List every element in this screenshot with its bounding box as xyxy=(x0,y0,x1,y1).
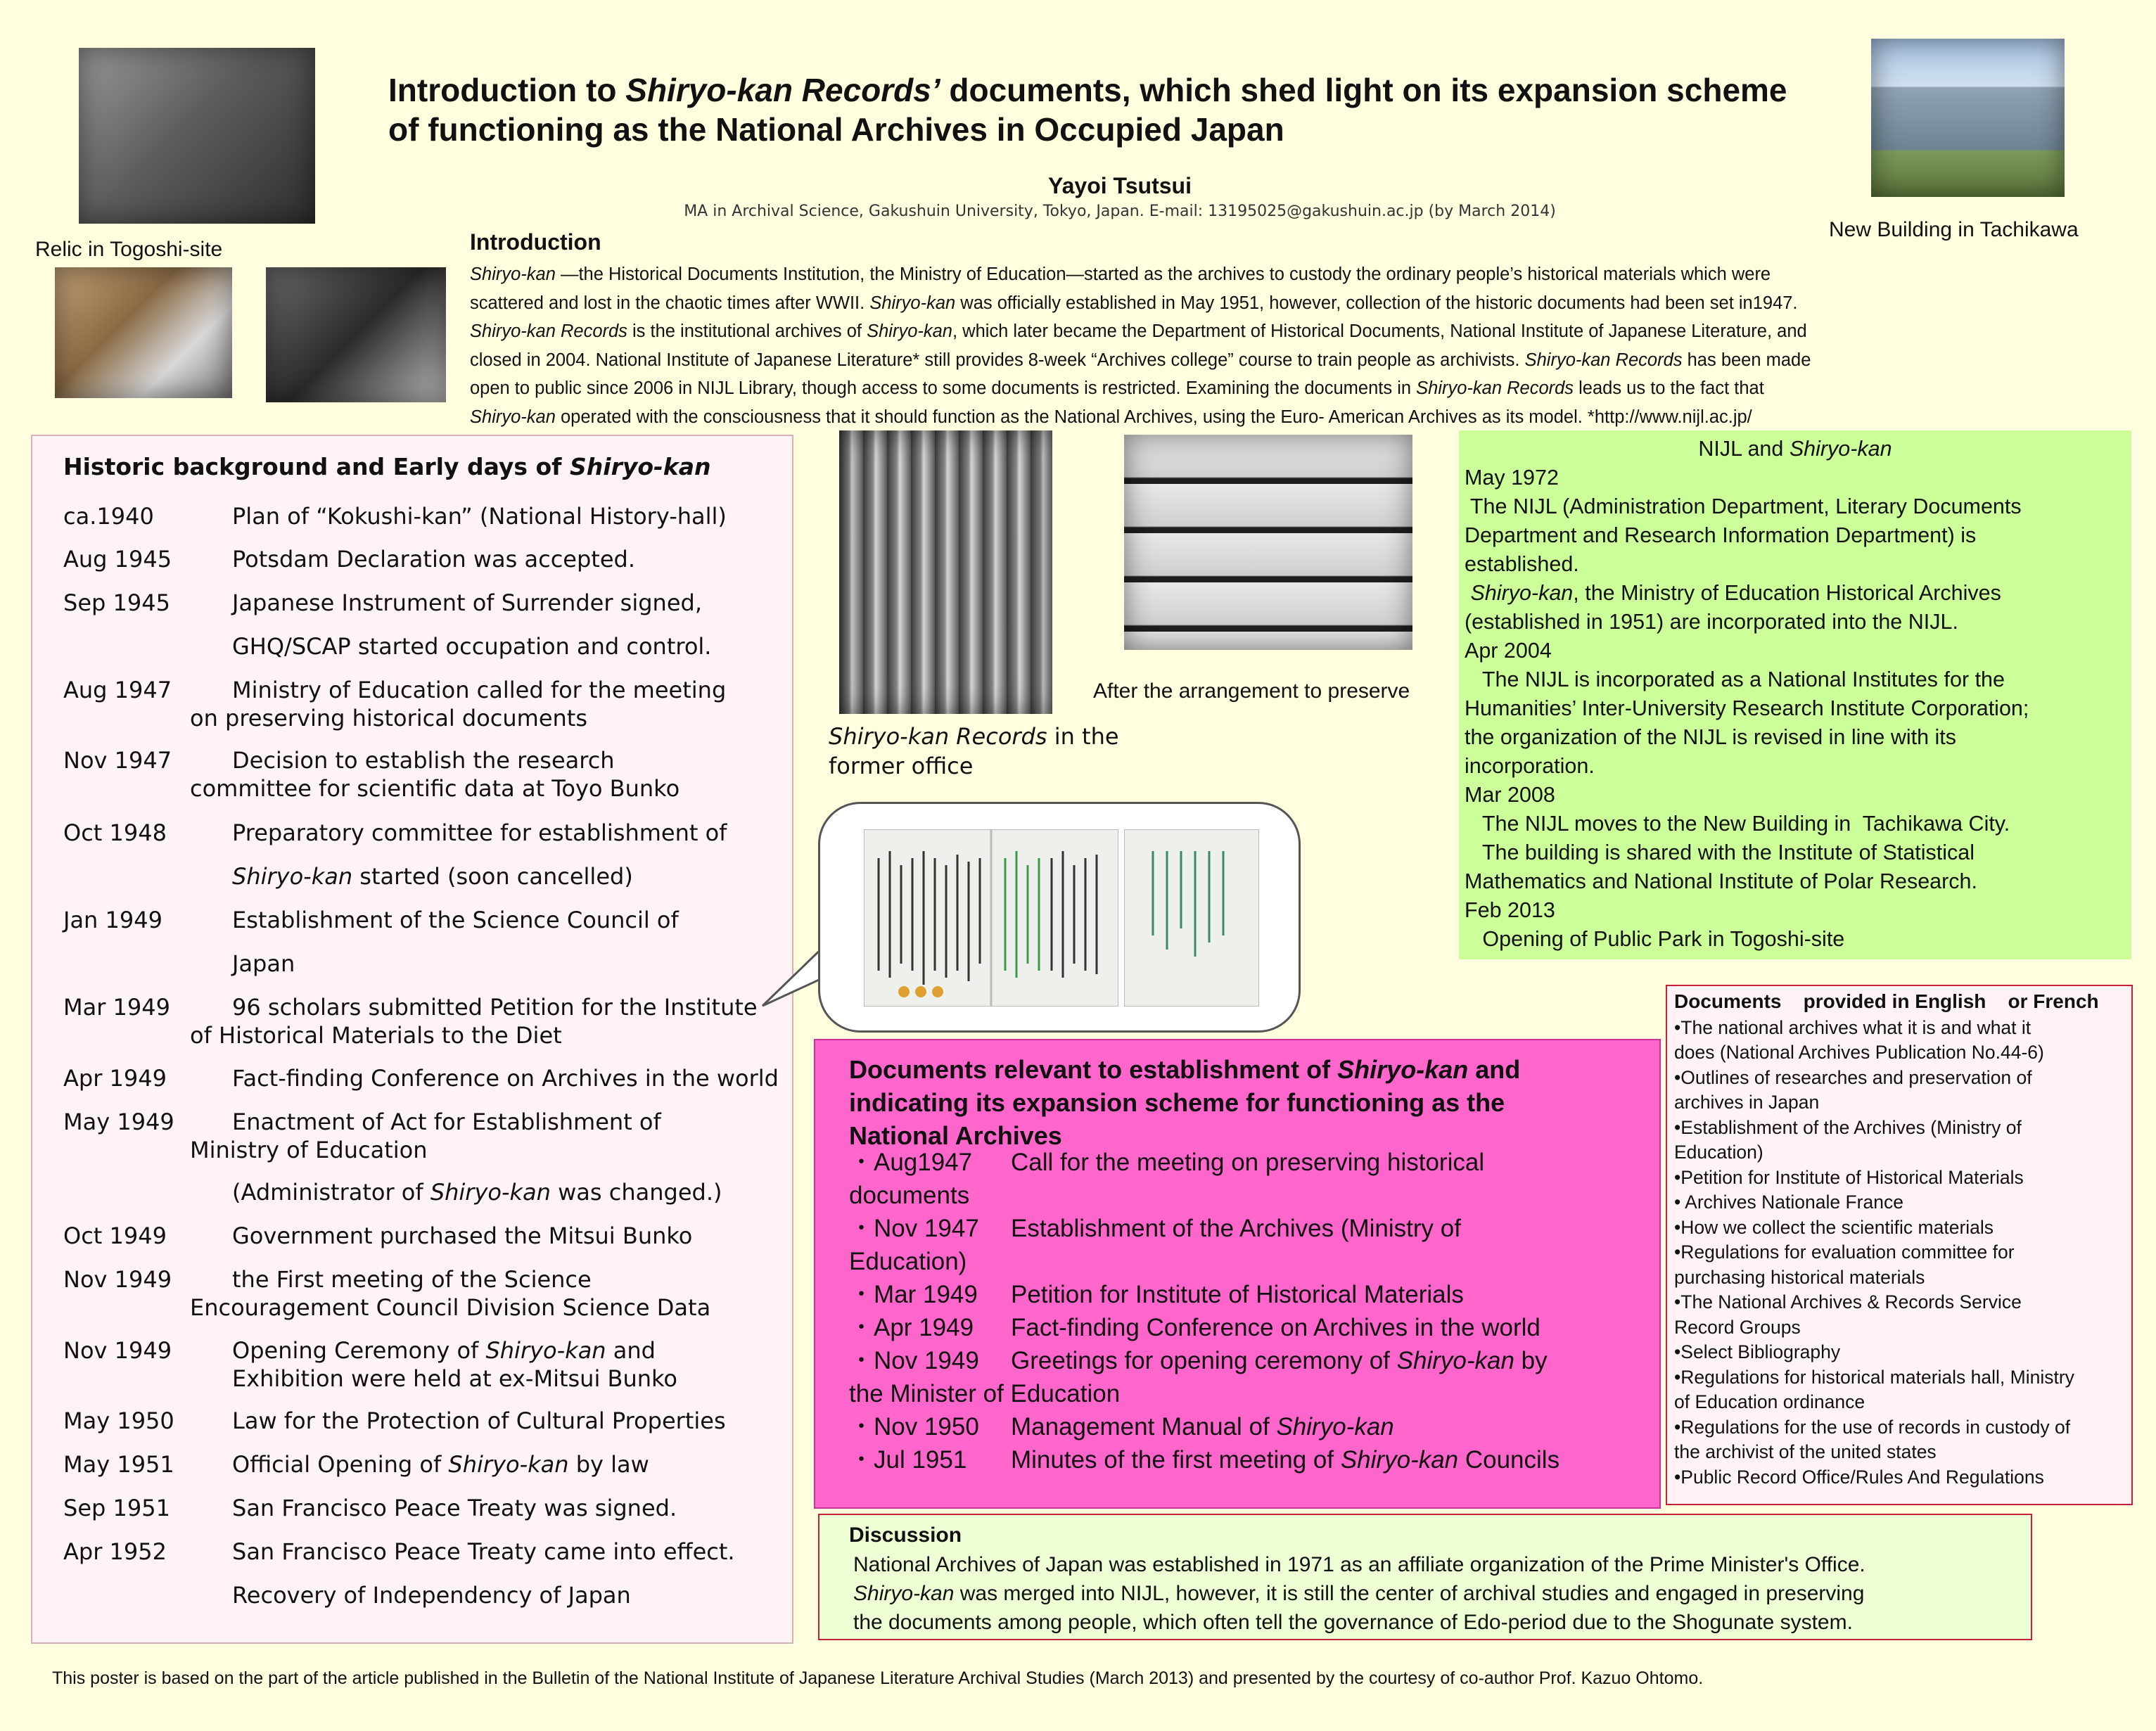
new-building-photo xyxy=(1871,39,2065,197)
document-bubble xyxy=(818,802,1301,1033)
intro-line xyxy=(470,260,2116,289)
english-doc-item: of Education ordinance xyxy=(1674,1391,1865,1412)
intro-line-segment: Shiryo-kan xyxy=(867,321,952,341)
history-text: Official Opening of xyxy=(232,1451,449,1478)
history-row xyxy=(63,950,781,978)
history-date: Sep 1951 xyxy=(63,1495,170,1521)
english-doc-item: •Outlines of researches and preservation of xyxy=(1674,1066,2032,1088)
history-text-cont: on preserving historical documents xyxy=(190,705,587,732)
english-docs-heading: Documents provided in English or French xyxy=(1674,990,2099,1012)
english-doc-item: •How we collect the scientific materials xyxy=(1674,1216,1994,1238)
history-date: Apr 1949 xyxy=(63,1065,167,1092)
history-row xyxy=(63,862,781,890)
nijl-line-segment: The NIJL moves to the New Building in Tachikawa City. xyxy=(1465,812,2010,836)
history-text: San Francisco Peace Treaty was signed. xyxy=(232,1495,677,1521)
history-text-cont: Encouragement Council Division Science Data xyxy=(190,1294,711,1321)
documents-list xyxy=(849,1146,1651,1476)
history-text: (Administrator of xyxy=(232,1179,430,1206)
new-building-caption: New Building in Tachikawa xyxy=(1829,218,2079,241)
history-date: May 1949 xyxy=(63,1109,174,1135)
intro-line-segment: has been made xyxy=(1682,350,1811,370)
english-docs-box xyxy=(1666,985,2133,1505)
open-document-image xyxy=(864,829,1118,1007)
history-text: 96 scholars submitted Petition for the Institute xyxy=(232,994,758,1021)
history-text: Fact-finding Conference on Archives in the world xyxy=(232,1065,779,1092)
documents-row xyxy=(849,1344,1651,1410)
nijl-line xyxy=(1465,925,2131,954)
history-text-after: by law xyxy=(568,1451,649,1478)
english-doc-item: •The National Archives & Records Service xyxy=(1674,1291,2022,1312)
nijl-title-italic: Shiryo-kan xyxy=(1789,437,1892,461)
history-date: Apr 1952 xyxy=(63,1538,167,1565)
former-office-caption xyxy=(829,722,1152,781)
former-office-caption-line2: former office xyxy=(829,753,974,779)
history-text: Opening Ceremony of xyxy=(232,1337,486,1364)
history-text-after: started (soon cancelled) xyxy=(352,863,633,890)
nijl-line-segment: Opening of Public Park in Togoshi-site xyxy=(1465,927,1845,951)
single-document-image xyxy=(1124,829,1259,1007)
english-doc-item: •Regulations for historical materials hall, Ministry xyxy=(1674,1366,2074,1388)
history-date: Oct 1948 xyxy=(63,819,167,846)
history-title-text: Historic background and Early days of xyxy=(63,453,570,480)
history-text: Government purchased the Mitsui Bunko xyxy=(232,1222,693,1249)
history-date: Nov 1947 xyxy=(63,747,172,774)
intro-line xyxy=(470,403,2116,432)
history-date: Aug 1945 xyxy=(63,546,172,573)
discussion-line-segment: Shiryo-kan xyxy=(853,1582,955,1605)
documents-text-after: by xyxy=(1514,1347,1548,1374)
documents-date: ・Nov 1947 xyxy=(849,1215,979,1242)
nijl-line xyxy=(1465,694,2131,723)
history-row xyxy=(63,1064,781,1092)
history-text: San Francisco Peace Treaty came into effect. xyxy=(232,1538,735,1565)
documents-text-cont: Education) xyxy=(849,1248,967,1275)
history-row xyxy=(63,589,781,617)
history-text: Recovery of Independency of Japan xyxy=(232,1582,631,1609)
history-box xyxy=(31,435,793,1644)
documents-date: ・Nov 1949 xyxy=(849,1347,979,1374)
nijl-line-segment: (established in 1951) are incorporated into the NIJL. xyxy=(1465,610,1958,634)
english-doc-item: does (National Archives Publication No.44-6) xyxy=(1674,1042,2044,1063)
english-doc-item: the archivist of the united states xyxy=(1674,1441,1937,1462)
history-row xyxy=(63,1108,781,1164)
history-row xyxy=(63,1450,781,1478)
nijl-line-segment: , the Ministry of Education Historical Archives xyxy=(1573,581,2001,605)
nijl-line-segment: Mathematics and National Institute of Polar Research. xyxy=(1465,869,1977,893)
documents-row xyxy=(849,1443,1651,1476)
history-row xyxy=(63,993,781,1049)
history-text-italic: Shiryo-kan xyxy=(485,1337,606,1364)
history-text: Law for the Protection of Cultural Properties xyxy=(232,1407,726,1434)
history-row xyxy=(63,632,781,660)
documents-text: Greetings for opening ceremony of xyxy=(1011,1347,1397,1374)
nijl-line xyxy=(1465,723,2131,752)
nijl-line-segment: incorporation. xyxy=(1465,754,1595,778)
nijl-line-segment: Feb 2013 xyxy=(1465,898,1555,922)
english-doc-item: •Regulations for the use of records in custody of xyxy=(1674,1416,2071,1438)
intro-line-segment: Shiryo-kan Records xyxy=(470,321,627,341)
history-row xyxy=(63,1222,781,1250)
documents-heading-line3: National Archives xyxy=(849,1121,1062,1150)
arranged-caption: After the arrangement to preserve xyxy=(1093,679,1410,703)
nijl-line-segment: The NIJL (Administration Department, Literary Documents xyxy=(1465,494,2022,518)
history-text-cont: committee for scientific data at Toyo Bunko xyxy=(190,775,680,802)
documents-heading-after: and xyxy=(1468,1055,1521,1084)
history-row xyxy=(63,1494,781,1522)
documents-row xyxy=(849,1410,1651,1443)
title-part1: Introduction to xyxy=(388,72,626,108)
documents-heading-italic: Shiryo-kan xyxy=(1337,1055,1469,1084)
history-row xyxy=(63,1336,781,1393)
former-office-photo xyxy=(839,430,1052,714)
history-date: Nov 1949 xyxy=(63,1266,172,1293)
documents-text: Call for the meeting on preserving historical xyxy=(1011,1149,1485,1176)
nijl-line xyxy=(1465,579,2131,608)
title-italic: Shiryo-kan Records’ xyxy=(625,72,940,108)
discussion-line-segment: the documents among people, which often tell the governance of Edo-period due to the Shogunate system. xyxy=(853,1611,1853,1634)
english-doc-item: •Petition for Institute of Historical Materials xyxy=(1674,1166,2024,1188)
english-doc-item: •Establishment of the Archives (Ministry of xyxy=(1674,1116,2022,1138)
history-date: ca.1940 xyxy=(63,503,154,530)
arranged-shelves-photo xyxy=(1124,435,1412,650)
history-text: Establishment of the Science Council of xyxy=(232,907,679,933)
nijl-line-segment: Apr 2004 xyxy=(1465,639,1552,663)
togoshi-storage-photo xyxy=(55,267,232,398)
english-doc-item: purchasing historical materials xyxy=(1674,1266,1925,1288)
documents-text-cont: the Minister of Education xyxy=(849,1380,1121,1407)
english-doc-item: Record Groups xyxy=(1674,1316,1801,1338)
relic-photo xyxy=(79,48,315,224)
history-text-cont: Exhibition were held at ex-Mitsui Bunko xyxy=(232,1365,677,1392)
nijl-line xyxy=(1465,810,2131,838)
english-doc-item: • Archives Nationale France xyxy=(1674,1192,1903,1213)
nijl-line xyxy=(1465,637,2131,665)
nijl-title-text: NIJL and xyxy=(1698,437,1790,461)
discussion-line xyxy=(853,1608,2021,1637)
history-row xyxy=(63,1178,781,1206)
nijl-line xyxy=(1465,550,2131,579)
documents-row xyxy=(849,1278,1651,1311)
documents-text-italic: Shiryo-kan xyxy=(1340,1446,1459,1474)
english-doc-item: archives in Japan xyxy=(1674,1092,1820,1113)
nijl-line-segment: established. xyxy=(1465,552,1579,576)
nijl-line-segment: The NIJL is incorporated as a National Institutes for the xyxy=(1465,668,2005,691)
author-affiliation: MA in Archival Science, Gakushuin University, Tokyo, Japan. E-mail: 13195025@gakushuin.ac.jp (by March 2014) xyxy=(684,203,1556,220)
history-text: Japanese Instrument of Surrender signed, xyxy=(232,589,702,616)
history-text: the First meeting of the Science xyxy=(232,1266,592,1293)
intro-line xyxy=(470,374,2116,403)
documents-row xyxy=(849,1212,1651,1278)
nijl-line-segment: Shiryo-kan xyxy=(1470,581,1574,605)
history-text: Enactment of Act for Establishment of xyxy=(232,1109,661,1135)
intro-line-segment: closed in 2004. National Institute of Japanese Literature* still provides 8-week “Archives college” course to train people as archivists. xyxy=(470,350,1525,370)
relic-caption: Relic in Togoshi-site xyxy=(35,238,223,261)
intro-line-segment: , which later became the Department of Historical Documents, National Institute of Japanese Literature, and xyxy=(952,321,1807,341)
intro-line-segment: scattered and lost in the chaotic times after WWII. xyxy=(470,293,870,313)
poster-footer: This poster is based on the part of the article published in the Bulletin of the National Institute of Japanese Literature Archival Studies (March 2013) and presented by the courtesy of co-author Prof. Kazuo Ohtomo. xyxy=(52,1668,1704,1688)
intro-line-segment: is the institutional archives of xyxy=(627,321,867,341)
documents-date: ・Aug1947 xyxy=(849,1149,973,1176)
intro-line xyxy=(470,317,2116,346)
documents-date: ・Nov 1950 xyxy=(849,1413,979,1441)
intro-line-segment: Shiryo-kan xyxy=(470,407,556,427)
nijl-line xyxy=(1465,665,2131,694)
nijl-line xyxy=(1465,608,2131,637)
nijl-line xyxy=(1465,838,2131,867)
title-part2: documents, which shed light on its expansion scheme xyxy=(940,72,1787,108)
history-text-italic: Shiryo-kan xyxy=(430,1179,551,1206)
history-row xyxy=(63,1538,781,1566)
history-row xyxy=(63,746,781,803)
nijl-lines xyxy=(1459,464,2131,954)
history-text: Decision to establish the research xyxy=(232,747,615,774)
history-text: Plan of “Kokushi-kan” (National History-hall) xyxy=(232,503,727,530)
history-date: Oct 1949 xyxy=(63,1222,167,1249)
history-text: Potsdam Declaration was accepted. xyxy=(232,546,636,573)
history-text: GHQ/SCAP started occupation and control. xyxy=(232,633,712,660)
documents-text: Establishment of the Archives (Ministry of xyxy=(1011,1215,1461,1242)
history-row xyxy=(63,1265,781,1322)
intro-line xyxy=(470,346,2116,375)
history-text-cont: Ministry of Education xyxy=(190,1137,428,1163)
history-row xyxy=(63,1581,781,1609)
history-text: Japan xyxy=(232,950,295,977)
documents-text: Management Manual of xyxy=(1011,1413,1277,1441)
nijl-line-segment: Humanities’ Inter-University Research Institute Corporation; xyxy=(1465,696,2029,720)
nijl-box xyxy=(1459,430,2131,959)
intro-line-segment: operated with the consciousness that it should function as the National Archives, using the Euro- American Archives as its model. *http://www.nijl.ac.jp/ xyxy=(555,407,1752,427)
history-row xyxy=(63,819,781,847)
discussion-line xyxy=(853,1579,2021,1608)
documents-box xyxy=(814,1039,1661,1509)
intro-line xyxy=(470,289,2116,318)
nijl-line-segment: May 1972 xyxy=(1465,466,1559,490)
history-text-italic: Shiryo-kan xyxy=(232,863,353,890)
documents-row xyxy=(849,1311,1651,1344)
history-row xyxy=(63,502,781,530)
intro-line-segment: open to public since 2006 in NIJL Library, though access to some documents is restricted. Examining the documents in xyxy=(470,378,1417,398)
intro-line-segment: Shiryo-kan xyxy=(470,264,556,284)
history-date: Nov 1949 xyxy=(63,1337,172,1364)
nijl-line xyxy=(1465,896,2131,925)
documents-heading-line2: indicating its expansion scheme for functioning as the xyxy=(849,1088,1505,1117)
intro-heading: Introduction xyxy=(470,229,601,255)
documents-date: ・Mar 1949 xyxy=(849,1281,978,1308)
nijl-line-segment: the organization of the NIJL is revised in line with its xyxy=(1465,725,1957,749)
togoshi-stacks-photo xyxy=(266,267,446,402)
documents-text: Petition for Institute of Historical Materials xyxy=(1011,1281,1464,1308)
english-doc-item: Education) xyxy=(1674,1142,1763,1163)
nijl-line xyxy=(1465,752,2131,781)
discussion-box xyxy=(818,1514,2032,1640)
history-text-italic: Shiryo-kan xyxy=(448,1451,569,1478)
documents-heading-part: Documents relevant to establishment of xyxy=(849,1055,1338,1084)
documents-text-cont: documents xyxy=(849,1182,970,1209)
history-date: Aug 1947 xyxy=(63,677,172,703)
former-office-caption-rest: in the xyxy=(1047,723,1119,750)
former-office-caption-italic: Shiryo-kan Records xyxy=(829,723,1047,750)
discussion-line xyxy=(853,1550,2021,1579)
history-row xyxy=(63,545,781,573)
history-title-italic: Shiryo-kan xyxy=(570,453,711,480)
documents-row xyxy=(849,1146,1651,1212)
english-doc-item: •Regulations for evaluation committee for xyxy=(1674,1241,2015,1263)
nijl-line-segment: Department and Research Information Department) is xyxy=(1465,523,1977,547)
history-title xyxy=(63,453,710,480)
intro-line-segment: Shiryo-kan Records xyxy=(1416,378,1574,398)
title-line2: of functioning as the National Archives in Occupied Japan xyxy=(388,111,1284,148)
discussion-line-segment: National Archives of Japan was established in 1971 as an affiliate organization of the Prime Minister's Office. xyxy=(853,1553,1865,1576)
english-docs-list xyxy=(1667,1016,2131,1490)
poster-title xyxy=(388,70,1851,149)
history-date: May 1951 xyxy=(63,1451,174,1478)
documents-text-italic: Shiryo-kan xyxy=(1276,1413,1394,1441)
discussion-body xyxy=(853,1550,2021,1637)
intro-line-segment: leads us to the fact that xyxy=(1574,378,1764,398)
history-row xyxy=(63,676,781,732)
history-date: Jan 1949 xyxy=(63,907,162,933)
intro-line-segment: Shiryo-kan xyxy=(869,293,956,313)
nijl-line xyxy=(1465,464,2131,492)
history-text: Preparatory committee for establishment of xyxy=(232,819,727,846)
history-row xyxy=(63,906,781,934)
history-text: Ministry of Education called for the meeting xyxy=(232,677,727,703)
nijl-line-segment: The building is shared with the Institute of Statistical xyxy=(1465,841,1975,864)
history-text-cont: of Historical Materials to the Diet xyxy=(190,1022,562,1049)
history-text-after: was changed.) xyxy=(550,1179,722,1206)
nijl-title xyxy=(1459,430,2131,464)
english-doc-item: •Select Bibliography xyxy=(1674,1341,1841,1362)
history-date: Sep 1945 xyxy=(63,589,170,616)
documents-text-italic: Shiryo-kan xyxy=(1396,1347,1514,1374)
discussion-line-segment: was merged into NIJL, however, it is still the center of archival studies and engaged in preserving xyxy=(954,1582,1865,1605)
documents-date: ・Jul 1951 xyxy=(849,1446,967,1474)
documents-text-after: Councils xyxy=(1458,1446,1560,1474)
english-doc-item: •Public Record Office/Rules And Regulations xyxy=(1674,1466,2044,1488)
author-name: Yayoi Tsutsui xyxy=(1048,173,1192,198)
documents-text: Fact-finding Conference on Archives in the world xyxy=(1011,1314,1541,1341)
intro-body xyxy=(470,260,2116,431)
intro-line-segment: Shiryo-kan Records xyxy=(1524,350,1683,370)
nijl-line xyxy=(1465,867,2131,896)
documents-date: ・Apr 1949 xyxy=(849,1314,974,1341)
intro-line-segment: was officially established in May 1951, however, collection of the historic documents had been set in1947. xyxy=(955,293,1798,313)
nijl-line xyxy=(1465,521,2131,550)
nijl-line-segment: Mar 2008 xyxy=(1465,783,1555,807)
documents-heading xyxy=(849,1053,1651,1152)
nijl-line xyxy=(1465,492,2131,521)
nijl-line xyxy=(1465,781,2131,810)
documents-text: Minutes of the first meeting of xyxy=(1011,1446,1341,1474)
history-date: Mar 1949 xyxy=(63,994,170,1021)
english-doc-item: •The national archives what it is and what it xyxy=(1674,1016,2031,1038)
history-text-after: and xyxy=(606,1337,656,1364)
history-date: May 1950 xyxy=(63,1407,174,1434)
intro-line-segment: —the Historical Documents Institution, the Ministry of Education—started as the archives to custody the ordinary people’s historical materials which were xyxy=(555,264,1771,284)
discussion-heading: Discussion xyxy=(849,1524,962,1547)
history-row xyxy=(63,1407,781,1435)
